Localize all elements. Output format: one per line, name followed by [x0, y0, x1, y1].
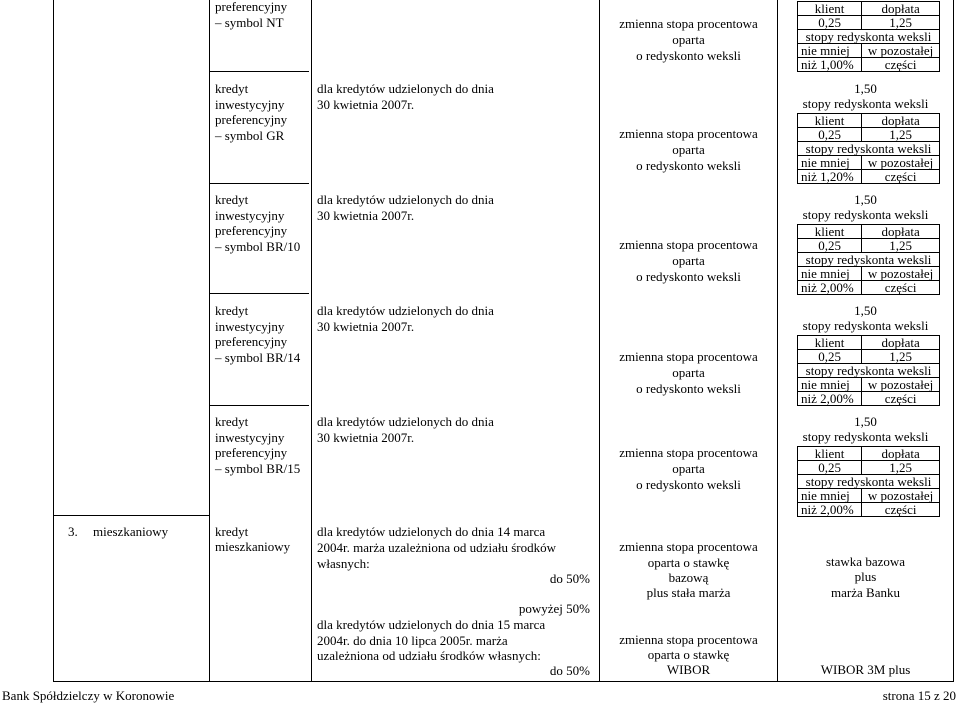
rate-line: zmienna stopa procentowa — [619, 126, 758, 141]
rate-line: oparta — [672, 365, 705, 380]
housing-condition-c-3: uzależniona od udziału środków własnych: — [317, 648, 541, 663]
table-border-bottom — [53, 681, 954, 682]
product-line: inwestycyjny — [215, 207, 285, 223]
condition-line: 30 kwietnia 2007r. — [317, 430, 415, 445]
condition-line: dla kredytów udzielonych do dnia — [317, 414, 494, 429]
rate-line: zmienna stopa procentowa — [619, 237, 758, 252]
margin-cell: niż 2,00% — [798, 281, 862, 295]
housing-rate-a-4: plus stała marża — [646, 585, 731, 600]
margin-cell: klient — [798, 225, 862, 239]
rate-line: oparta — [672, 142, 705, 157]
table-border-left — [53, 0, 54, 682]
condition-line: dla kredytów udzielonych do dnia — [317, 192, 494, 207]
margin-cell: w pozostałej — [862, 156, 940, 170]
product-line: preferencyjny — [215, 445, 288, 460]
rate-line: o redyskonto weksli — [636, 158, 741, 173]
column-divider-1 — [209, 0, 210, 682]
condition-line: 30 kwietnia 2007r. — [317, 208, 415, 223]
margin-top-value: 1,50 — [854, 303, 877, 318]
margin-table — [797, 224, 940, 295]
housing-condition-c-value: do 50% — [549, 663, 590, 678]
housing-condition-a-value: do 50% — [549, 571, 590, 586]
margin-cell: 1,25 — [862, 239, 940, 253]
rate-line: o redyskonto weksli — [636, 477, 741, 492]
product-line: – symbol BR/10 — [215, 238, 301, 254]
housing-product-line-2: mieszkaniowy — [215, 539, 291, 554]
margin-cell: stopy redyskonta weksli — [798, 30, 940, 44]
condition-line: 30 kwietnia 2007r. — [317, 319, 415, 334]
margin-cell: nie mniej — [798, 489, 862, 503]
margin-stopy-line: stopy redyskonta weksli — [802, 429, 929, 444]
margin-table — [797, 113, 940, 184]
margin-cell: niż 2,00% — [798, 503, 862, 517]
margin-cell: stopy redyskonta weksli — [798, 253, 940, 267]
margin-table — [797, 1, 940, 72]
table-border-right — [953, 0, 954, 682]
margin-table — [797, 446, 940, 517]
housing-condition-c-2: 2004r. do dnia 10 lipca 2005r. marża — [317, 633, 508, 648]
margin-cell: w pozostałej — [862, 267, 940, 281]
margin-top-value: 1,50 — [854, 192, 877, 207]
row-divider-2 — [209, 183, 309, 184]
rate-line: o redyskonto weksli — [636, 269, 741, 284]
product-line: preferencyjny — [215, 223, 288, 238]
margin-cell: 1,25 — [862, 350, 940, 364]
section-category: mieszkaniowy — [93, 524, 169, 539]
margin-cell: części — [862, 281, 940, 295]
housing-rate-a-2: oparta o stawkę — [647, 555, 730, 570]
margin-stopy-line: stopy redyskonta weksli — [802, 207, 929, 222]
housing-rate-a-3: bazową — [668, 570, 709, 585]
row-divider-3 — [209, 293, 309, 294]
rate-line: zmienna stopa procentowa — [619, 16, 758, 31]
housing-margin-a-1: stawka bazowa — [825, 554, 906, 569]
margin-cell: klient — [798, 336, 862, 350]
footer-page-number: strona 15 z 20 — [882, 688, 956, 703]
margin-cell: części — [862, 392, 940, 406]
margin-stopy-line: stopy redyskonta weksli — [802, 318, 929, 333]
product-line: kredyt — [215, 303, 249, 318]
margin-cell: części — [862, 503, 940, 517]
product-line: kredyt — [215, 414, 249, 429]
rate-line: o redyskonto weksli — [636, 48, 741, 63]
margin-top-value: 1,50 — [854, 81, 877, 96]
margin-cell: 0,25 — [798, 461, 862, 475]
housing-margin-a-2: plus — [854, 569, 877, 584]
product-line: – symbol NT — [215, 14, 284, 30]
margin-cell: niż 1,20% — [798, 170, 862, 184]
margin-cell: dopłata — [862, 225, 940, 239]
footer-bank-name: Bank Spółdzielczy w Koronowie — [2, 688, 175, 703]
margin-cell: nie mniej — [798, 156, 862, 170]
margin-cell: części — [862, 170, 940, 184]
margin-stopy-line: stopy redyskonta weksli — [802, 96, 929, 111]
product-line: kredyt — [215, 81, 249, 96]
margin-cell: 1,25 — [862, 16, 940, 30]
product-line: preferencyjny — [215, 334, 288, 349]
rate-line: zmienna stopa procentowa — [619, 349, 758, 364]
condition-line: 30 kwietnia 2007r. — [317, 97, 415, 112]
margin-cell: niż 1,00% — [798, 58, 862, 72]
housing-condition-a-3: własnych: — [317, 556, 370, 571]
product-line: preferencyjny — [215, 112, 288, 127]
margin-cell: 0,25 — [798, 239, 862, 253]
margin-cell: niż 2,00% — [798, 392, 862, 406]
housing-condition-a-1: dla kredytów udzielonych do dnia 14 marca — [317, 524, 546, 539]
product-line: inwestycyjny — [215, 429, 285, 445]
margin-cell: 0,25 — [798, 128, 862, 142]
margin-cell: w pozostałej — [862, 44, 940, 58]
housing-rate-b-1: zmienna stopa procentowa — [619, 632, 758, 647]
product-line: – symbol BR/14 — [215, 349, 301, 365]
margin-cell: nie mniej — [798, 267, 862, 281]
housing-margin-a-3: marża Banku — [831, 585, 900, 600]
row-divider-4 — [209, 405, 309, 406]
margin-cell: stopy redyskonta weksli — [798, 364, 940, 378]
product-line: – symbol GR — [215, 127, 285, 143]
product-line: preferencyjny — [215, 0, 288, 14]
product-line: – symbol BR/15 — [215, 460, 301, 476]
margin-cell: nie mniej — [798, 44, 862, 58]
margin-cell: w pozostałej — [862, 378, 940, 392]
housing-condition-b-value: powyżej 50% — [518, 601, 590, 616]
margin-top-value: 1,50 — [854, 414, 877, 429]
rate-line: oparta — [672, 253, 705, 268]
margin-cell: klient — [798, 114, 862, 128]
product-line: kredyt — [215, 192, 249, 207]
margin-cell: dopłata — [862, 447, 940, 461]
housing-rate-a-1: zmienna stopa procentowa — [619, 539, 758, 554]
housing-product-line-1: kredyt — [215, 524, 249, 539]
condition-line: dla kredytów udzielonych do dnia — [317, 303, 494, 318]
row-divider-5 — [53, 515, 209, 516]
housing-rate-b-3: WIBOR — [666, 662, 711, 677]
housing-margin-b: WIBOR 3M plus — [820, 662, 911, 677]
product-line: inwestycyjny — [215, 318, 285, 334]
margin-cell: dopłata — [862, 114, 940, 128]
margin-cell: nie mniej — [798, 378, 862, 392]
product-line: inwestycyjny — [215, 96, 285, 112]
margin-cell: klient — [798, 447, 862, 461]
margin-cell: 1,25 — [862, 128, 940, 142]
margin-cell: w pozostałej — [862, 489, 940, 503]
margin-cell: 1,25 — [862, 461, 940, 475]
column-divider-2 — [311, 0, 312, 682]
row-divider-1 — [209, 71, 309, 72]
rate-line: o redyskonto weksli — [636, 381, 741, 396]
section-number: 3. — [68, 524, 78, 539]
margin-cell: klient — [798, 2, 862, 16]
housing-condition-a-2: 2004r. marża uzależniona od udziału środków — [317, 540, 556, 555]
margin-cell: stopy redyskonta weksli — [798, 142, 940, 156]
housing-condition-c-1: dla kredytów udzielonych do dnia 15 marca — [317, 617, 546, 632]
margin-cell: dopłata — [862, 336, 940, 350]
margin-table — [797, 335, 940, 406]
margin-cell: dopłata — [862, 2, 940, 16]
rate-line: oparta — [672, 32, 705, 47]
condition-line: dla kredytów udzielonych do dnia — [317, 81, 494, 96]
housing-rate-b-2: oparta o stawkę — [647, 647, 730, 662]
margin-cell: 0,25 — [798, 16, 862, 30]
rate-line: oparta — [672, 461, 705, 476]
rate-line: zmienna stopa procentowa — [619, 445, 758, 460]
margin-cell: stopy redyskonta weksli — [798, 475, 940, 489]
margin-cell: 0,25 — [798, 350, 862, 364]
margin-cell: części — [862, 58, 940, 72]
